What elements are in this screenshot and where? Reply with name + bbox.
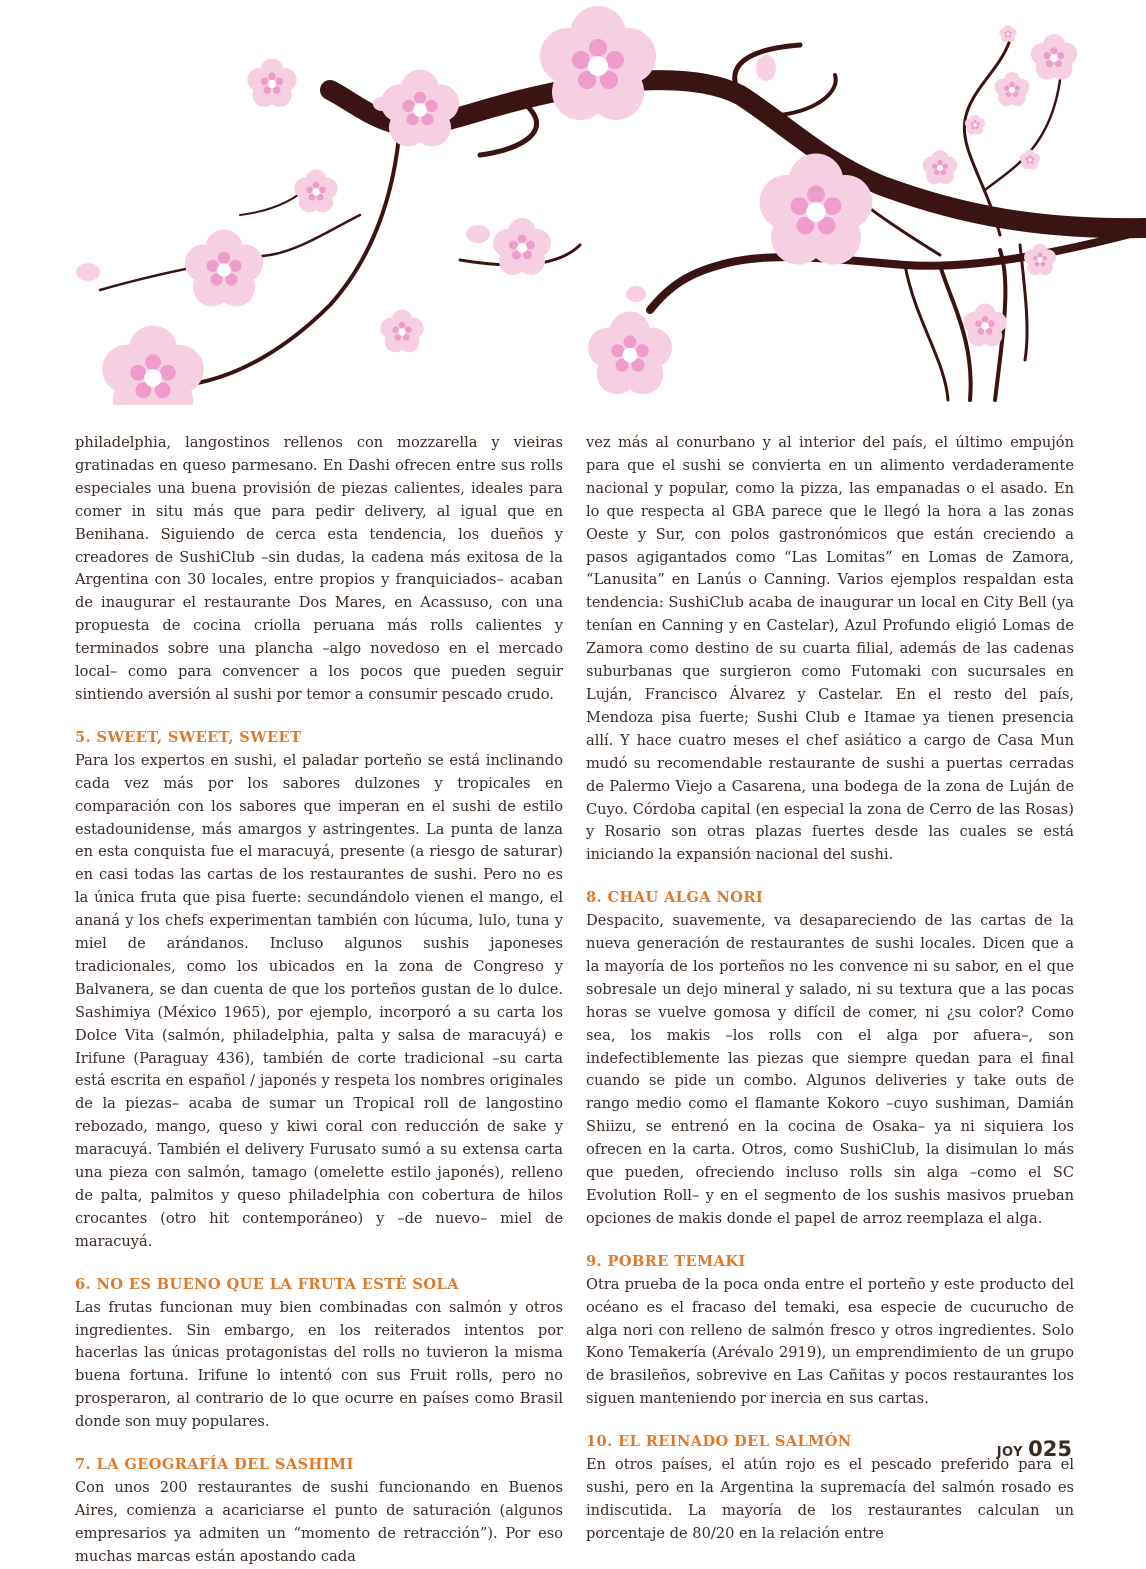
cherry-blossom-illustration [0, 0, 1146, 405]
paragraph: En otros países, el atún rojo es el pescado preferido para el sushi, pero en la Argentina la supremacía del salmón rosado es indiscutida. La mayoría de los restaurantes calculan un porcentaje de 80/20 en la relación entre [586, 1456, 1074, 1542]
paragraph: Para los expertos en sushi, el paladar porteño se está inclinando cada vez más por los sabores dulzones y tropicales en comparación con los sabores que imperan en el sushi de estilo estadounidense, más amargos y astringentes. La punta de lanza en esta conquista fue el maracuyá, presente (a riesgo de saturar) en casi todas las cartas de los restaurantes de sushi. Pero no es la única fruta que pisa fuerte: secundándolo vienen el mango, el ananá y los chefs experimentan también con lúcuma, lulo, tuna y miel de arándanos. Incluso algunos sushis japoneses tradicionales, como los ubicados en la zona de Congreso y Balvanera, se dan cuenta de que los porteños gustan de lo dulce. Sashimiya (México 1965), por ejemplo, incorporó a su carta los Dolce Vita (salmón, philadelphia, palta y salsa de maracuyá) e Irifune (Paraguay 436), también de corte tradicional –su carta está escrita en español / japonés y respeta los nombres originales de la piezas– acaba de sumar un Tropical roll de langostino rebozado, mango, queso y kiwi coral con reducción de sake y maracuyá. También el delivery Furusato sumó a su extensa carta una pieza con salmón, tamago (omelette estilo japonés), relleno de palta, palmitos y queso philadelphia con cobertura de hilos crocantes (otro hit contemporáneo) y –de nuevo– miel de maracuyá. [75, 751, 563, 1250]
section-heading: 8. CHAU ALGA NORI [586, 889, 764, 907]
page-folio [997, 1437, 1072, 1461]
paragraph: Otra prueba de la poca onda entre el porteño y este producto del océano es el fracaso del temaki, esa especie de cucurucho de alga nori con relleno de salmón fresco y otros ingredientes. Solo Kono Temakería (Arévalo 2919), un emprendimiento de un grupo de brasileños, sobrevive en Las Cañitas y pocos restaurantes los siguen manteniendo por inercia en sus cartas. [586, 1275, 1074, 1408]
magazine-name: JOY [996, 1445, 1024, 1460]
paragraph: Las frutas funcionan muy bien combinadas con salmón y otros ingredientes. Sin embargo, en los reiterados intentos por hacerlas las únicas protagonistas del rolls no tuvieron la misma buena fortuna. Irifune lo intentó con sus Fruit rolls, pero no prosperaron, al contrario de lo que ocurre en países como Brasil donde son muy populares. [75, 1298, 563, 1431]
paragraph: Despacito, suavemente, va desapareciendo de las cartas de la nueva generación de restaurantes de sushi locales. Dicen que a la mayoría de los porteños no les convence ni su sabor, en el que sobresale un dejo mineral y salado, ni su textura que a las pocas horas se vuelve gomosa y difícil de comer, ni ¿su color? Como sea, los makis –los rolls con el alga por afuera–, son indefectiblemente las piezas que siempre quedan para el final cuando se pide un combo. Algunos deliveries y take outs de rango medio como el flamante Kokoro –cuyo sushiman, Damián Shiizu, se entrenó en la cocina de Osaka– ya ni siquiera los ofrecen en la carta. Otros, como SushiClub, la disimulan lo más que pueden, ofreciendo incluso rolls sin alga –como el SC Evolution Roll– y en el segmento de los sushis masivos prueban opciones de makis donde el papel de arroz reemplaza el alga. [586, 912, 1074, 1227]
section-heading: 6. NO ES BUENO QUE LA FRUTA ESTÉ SOLA [75, 1275, 459, 1293]
section-heading: 9. POBRE TEMAKI [586, 1252, 746, 1270]
paragraph: Con unos 200 restaurantes de sushi funcionando en Buenos Aires, comienza a acariciarse el punto de saturación (algunos empresarios ya admiten un “momento de retracción”). Por eso muchas marcas están apostando cada [75, 1478, 563, 1565]
paragraph: vez más al conurbano y al interior del país, el último empujón para que el sushi se convierta en un alimento verdaderamente nacional y popular, como la pizza, las empanadas o el asado. En lo que respecta al GBA parece que le llegó la hora a las zonas Oeste y Sur, con polos gastronómicos que están creciendo a pasos agigantados como “Las Lomitas” en Lomas de Zamora, “Lanusita” en Lanús o Canning. Varios ejemplos respaldan esta tendencia: SushiClub acaba de inaugurar un local en City Bell (ya tenían en Canning y en Castelar), Azul Profundo eligió Lomas de Zamora como destino de su cuarta filial, además de las cadenas suburbanas que surgieron como Futomaki con sucursales en Luján, Francisco Álvarez y Castelar. En el resto del país, Mendoza pisa fuerte; Sushi Club e Itamae ya tienen presencia allí. Y hace cuatro meses el chef asiático a cargo de Casa Mun mudó su recomendable restaurante de sushi a puertas cerradas de Palermo Viejo a Casarena, una bodega de la zona de Luján de Cuyo. Córdoba capital (en especial la zona de Cerro de las Rosas) y Rosario son otras plazas fuertes desde las cuales se está iniciando la expansión nacional del sushi. [586, 434, 1074, 864]
page-number: 025 [1028, 1437, 1072, 1461]
section-heading: 10. EL REINADO DEL SALMÓN [586, 1433, 852, 1451]
text-column-right [586, 432, 1074, 1546]
section-heading: 7. LA GEOGRAFÍA DEL SASHIMI [75, 1456, 354, 1474]
text-column-left [75, 432, 563, 1569]
paragraph: philadelphia, langostinos rellenos con mozzarella y vieiras gratinadas en queso parmesano. En Dashi ofrecen entre sus rolls especiales una buena provisión de piezas calientes, ideales para comer in situ más que para pedir delivery, al igual que en Benihana. Siguiendo de cerca esta tendencia, los dueños y creadores de SushiClub –sin dudas, la cadena más exitosa de la Argentina con 30 locales, entre propios y franquiciados– acaban de inaugurar el restaurante Dos Mares, en Acassuso, con una propuesta de cocina criolla peruana más rolls calientes y terminados sobre una plancha –algo novedoso en el mercado local– como para convencer a los pocos que pueden seguir sintiendo aversión al sushi por temor a consumir pescado crudo. [75, 434, 563, 703]
section-heading: 5. SWEET, SWEET, SWEET [75, 728, 302, 746]
